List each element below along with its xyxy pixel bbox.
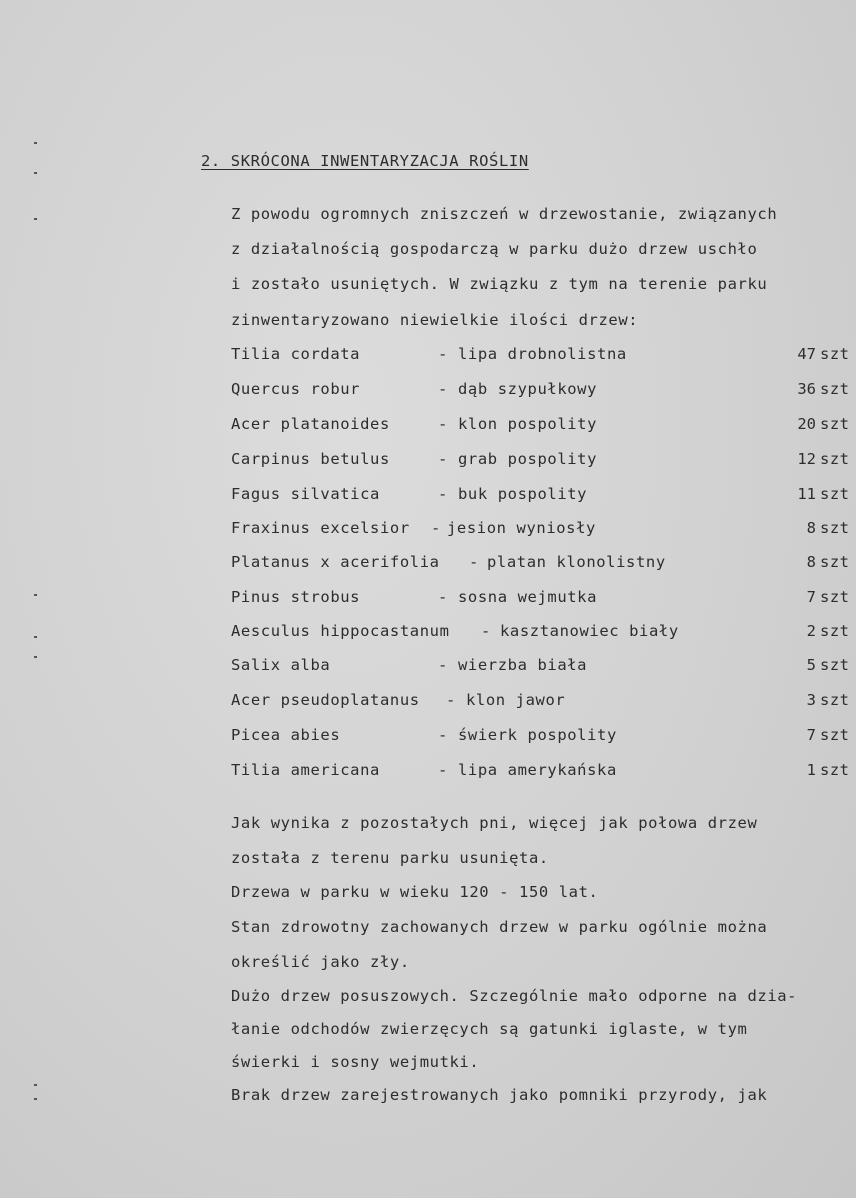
latin-name: Picea abies: [231, 726, 341, 744]
tree-unit: szt: [820, 726, 850, 744]
intro-line: z działalnością gospodarczą w parku dużo drzew uschło: [231, 240, 758, 258]
polish-name: platan klonolistny: [487, 553, 666, 571]
outro-line: Brak drzew zarejestrowanych jako pomniki przyrody, jak: [231, 1086, 768, 1104]
latin-name: Tilia americana: [231, 761, 380, 779]
tree-unit: szt: [820, 622, 850, 640]
tree-unit: szt: [820, 450, 850, 468]
polish-name: buk pospolity: [458, 485, 588, 503]
tree-count: 11: [797, 485, 816, 503]
intro-line: zinwentaryzowano niewielkie ilości drzew:: [231, 311, 639, 329]
polish-name: dąb szypułkowy: [458, 380, 598, 398]
margin-mark: [34, 218, 37, 220]
tree-count: 3: [806, 691, 816, 709]
polish-name: sosna wejmutka: [458, 588, 598, 606]
tree-unit: szt: [820, 345, 850, 363]
tree-unit: szt: [820, 588, 850, 606]
row-dash: -: [438, 485, 448, 503]
tree-count: 12: [797, 450, 816, 468]
tree-count: 7: [806, 726, 816, 744]
outro-line: określić jako zły.: [231, 953, 410, 971]
margin-mark: [34, 636, 37, 638]
row-dash: -: [438, 380, 448, 398]
latin-name: Carpinus betulus: [231, 450, 390, 468]
row-dash: -: [438, 415, 448, 433]
tree-unit: szt: [820, 485, 850, 503]
row-dash: -: [438, 761, 448, 779]
latin-name: Acer pseudoplatanus: [231, 691, 420, 709]
row-dash: -: [469, 553, 479, 571]
tree-count: 36: [797, 380, 816, 398]
tree-count: 8: [806, 519, 816, 537]
row-dash: -: [431, 519, 441, 537]
latin-name: Aesculus hippocastanum: [231, 622, 450, 640]
tree-count: 8: [806, 553, 816, 571]
row-dash: -: [438, 726, 448, 744]
latin-name: Tilia cordata: [231, 345, 361, 363]
tree-unit: szt: [820, 519, 850, 537]
latin-name: Acer platanoides: [231, 415, 390, 433]
margin-mark: [34, 656, 37, 658]
polish-name: klon pospolity: [458, 415, 598, 433]
margin-mark: [34, 1098, 37, 1100]
outro-line: została z terenu parku usunięta.: [231, 849, 549, 867]
row-dash: -: [438, 656, 448, 674]
polish-name: lipa drobnolistna: [458, 345, 627, 363]
margin-mark: [34, 594, 37, 596]
tree-count: 2: [806, 622, 816, 640]
latin-name: Platanus x acerifolia: [231, 553, 440, 571]
tree-count: 5: [806, 656, 816, 674]
polish-name: jesion wyniosły: [447, 519, 596, 537]
outro-line: Stan zdrowotny zachowanych drzew w parku ogólnie można: [231, 918, 768, 936]
outro-line: Drzewa w parku w wieku 120 - 150 lat.: [231, 883, 599, 901]
tree-count: 7: [806, 588, 816, 606]
margin-mark: [34, 1084, 37, 1086]
row-dash: -: [446, 691, 456, 709]
latin-name: Fraxinus excelsior: [231, 519, 410, 537]
tree-unit: szt: [820, 553, 850, 571]
section-heading: 2. SKRÓCONA INWENTARYZACJA ROŚLIN: [201, 152, 529, 170]
tree-unit: szt: [820, 691, 850, 709]
row-dash: -: [438, 345, 448, 363]
outro-line: łanie odchodów zwierzęcych są gatunki iglaste, w tym: [231, 1020, 748, 1038]
polish-name: kasztanowiec biały: [500, 622, 679, 640]
latin-name: Pinus strobus: [231, 588, 361, 606]
outro-line: świerki i sosny wejmutki.: [231, 1053, 480, 1071]
row-dash: -: [438, 450, 448, 468]
margin-mark: [34, 172, 37, 174]
outro-line: Dużo drzew posuszowych. Szczególnie mało odporne na dzia-: [231, 987, 798, 1005]
tree-unit: szt: [820, 415, 850, 433]
polish-name: wierzba biała: [458, 656, 588, 674]
polish-name: grab pospolity: [458, 450, 598, 468]
intro-line: i zostało usuniętych. W związku z tym na terenie parku: [231, 275, 768, 293]
intro-line: Z powodu ogromnych zniszczeń w drzewostanie, związanych: [231, 205, 778, 223]
row-dash: -: [481, 622, 491, 640]
latin-name: Fagus silvatica: [231, 485, 380, 503]
polish-name: świerk pospolity: [458, 726, 617, 744]
polish-name: klon jawor: [466, 691, 566, 709]
row-dash: -: [438, 588, 448, 606]
outro-line: Jak wynika z pozostałych pni, więcej jak połowa drzew: [231, 814, 758, 832]
latin-name: Salix alba: [231, 656, 331, 674]
tree-unit: szt: [820, 656, 850, 674]
tree-unit: szt: [820, 761, 850, 779]
margin-mark: [34, 142, 37, 144]
tree-count: 20: [797, 415, 816, 433]
latin-name: Quercus robur: [231, 380, 361, 398]
polish-name: lipa amerykańska: [458, 761, 617, 779]
tree-unit: szt: [820, 380, 850, 398]
tree-count: 47: [797, 345, 816, 363]
tree-count: 1: [806, 761, 816, 779]
